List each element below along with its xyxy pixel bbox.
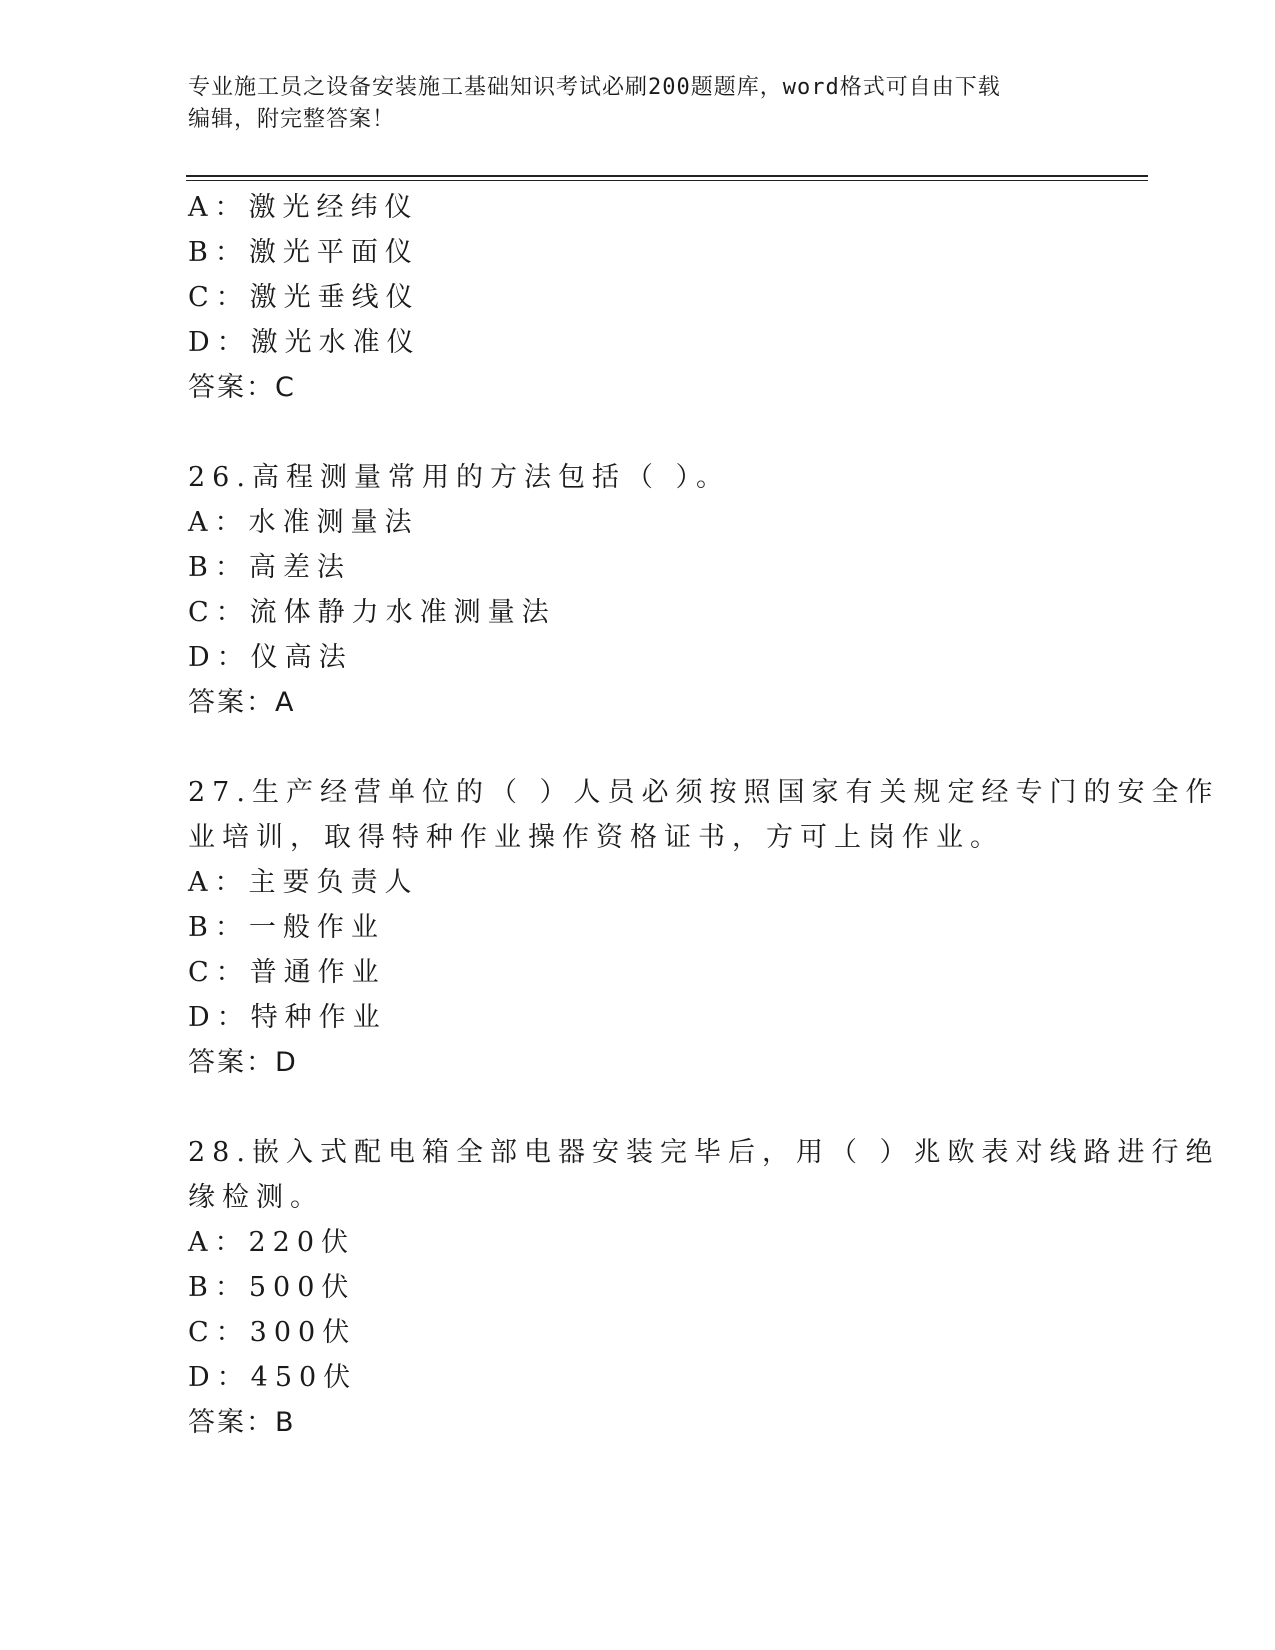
q26-option-c: C：流体静力水准测量法 [188,597,556,628]
q27-answer: 答案：D [188,1047,298,1078]
q27-option-a: A：主要负责人 [188,867,419,898]
q26-answer: 答案：A [188,687,296,718]
header-divider-bottom [186,180,1148,181]
q26-option-b: B：高差法 [188,552,351,583]
q28-option-a: A：220伏 [188,1227,356,1258]
q25-option-d: D：激光水准仪 [188,327,421,358]
header-line-2: 编辑，附完整答案！ [188,107,396,132]
q28-question-line-2: 缘检测。 [188,1182,324,1213]
q26-option-d: D：仪高法 [188,642,353,673]
q27-question-line-2: 业培训，取得特种作业操作资格证书，方可上岗作业。 [188,822,1004,853]
header-line-1: 专业施工员之设备安装施工基础知识考试必刷200题题库，word格式可自由下载 [188,75,1001,100]
header-divider-top [186,175,1148,177]
q25-option-a: A：激光经纬仪 [188,192,419,223]
q26-question: 26.高程测量常用的方法包括（ ）。 [188,462,731,493]
q26-option-a: A：水准测量法 [188,507,419,538]
q27-question-line-1: 27.生产经营单位的（ ）人员必须按照国家有关规定经专门的安全作 [188,777,1220,808]
q25-option-c: C：激光垂线仪 [188,282,420,313]
q25-answer: 答案：C [188,372,296,403]
q27-option-d: D：特种作业 [188,1002,387,1033]
q28-option-b: B：500伏 [188,1272,356,1303]
q27-option-b: B：一般作业 [188,912,385,943]
document-header [188,72,1068,136]
q27-option-c: C：普通作业 [188,957,386,988]
q25-option-b: B：激光平面仪 [188,237,419,268]
q28-answer: 答案：B [188,1407,296,1438]
q28-option-d: D：450伏 [188,1362,358,1393]
q28-question-line-1: 28.嵌入式配电箱全部电器安装完毕后，用（ ）兆欧表对线路进行绝 [188,1137,1220,1168]
q28-option-c: C：300伏 [188,1317,357,1348]
